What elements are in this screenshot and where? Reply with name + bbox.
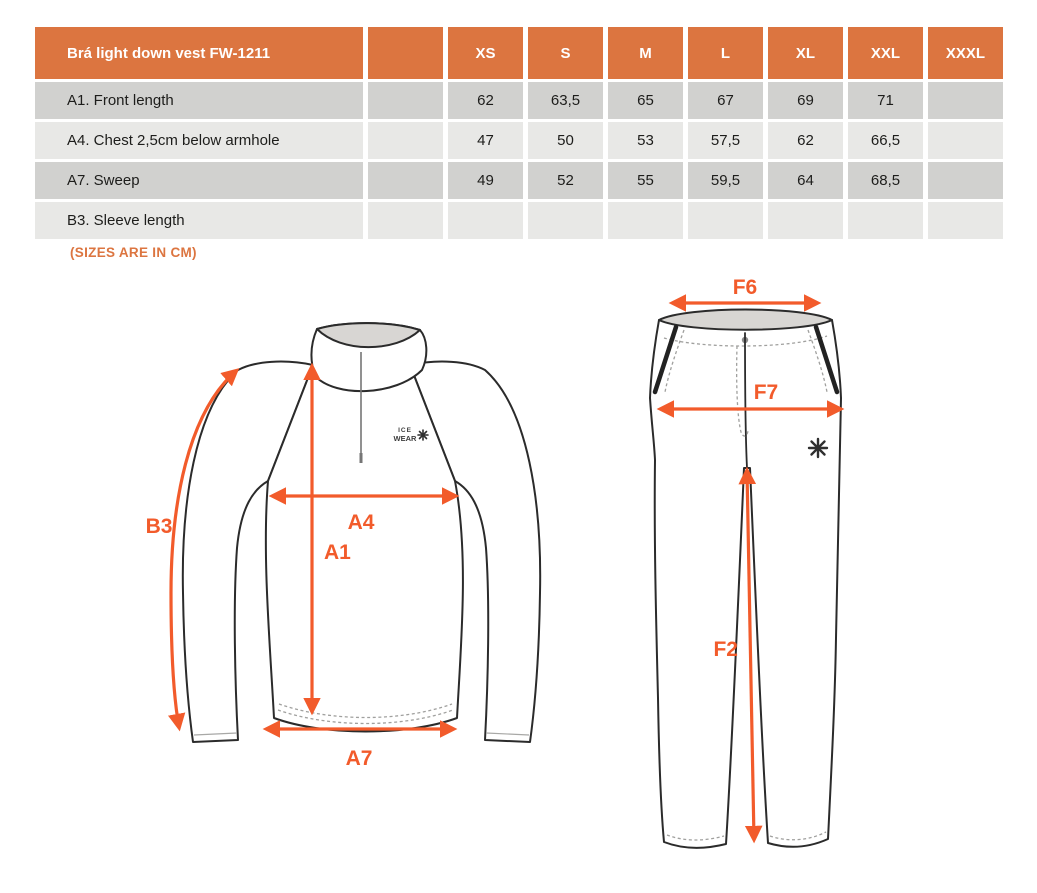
- value-cell: [528, 202, 603, 239]
- shirt-measurement-diagram: [133, 293, 585, 793]
- value-cell: 67: [688, 82, 763, 119]
- logo-line1: ICE: [398, 427, 412, 434]
- table-row: [35, 162, 1003, 199]
- row-blank-cell: [368, 122, 443, 159]
- value-cell: 59,5: [688, 162, 763, 199]
- value-cell: [928, 122, 1003, 159]
- row-blank-cell: [368, 82, 443, 119]
- f6-label: F6: [732, 278, 758, 299]
- value-cell: [928, 162, 1003, 199]
- value-cell: [768, 202, 843, 239]
- value-cell: 49: [448, 162, 523, 199]
- value-cell: 62: [768, 122, 843, 159]
- table-title: Brá light down vest FW-1211: [35, 27, 363, 79]
- value-cell: 62: [448, 82, 523, 119]
- value-cell: [688, 202, 763, 239]
- value-cell: 66,5: [848, 122, 923, 159]
- row-label: A7. Sweep: [35, 162, 363, 199]
- sizes-note: (SIZES ARE IN CM): [70, 245, 197, 260]
- row-label: A4. Chest 2,5cm below armhole: [35, 122, 363, 159]
- row-label: A1. Front length: [35, 82, 363, 119]
- snowflake-icon: [809, 439, 827, 457]
- table-row: [35, 122, 1003, 159]
- value-cell: 64: [768, 162, 843, 199]
- col-header-l: L: [688, 27, 763, 79]
- icewear-logo: [394, 427, 428, 443]
- table-row: [35, 82, 1003, 119]
- value-cell: 55: [608, 162, 683, 199]
- col-header-m: M: [608, 27, 683, 79]
- f7-label: F7: [753, 381, 779, 404]
- table-header-blank: [368, 27, 443, 79]
- value-cell: [928, 202, 1003, 239]
- value-cell: 65: [608, 82, 683, 119]
- col-header-s: S: [528, 27, 603, 79]
- value-cell: 47: [448, 122, 523, 159]
- a4-label: A4: [347, 511, 375, 534]
- value-cell: 63,5: [528, 82, 603, 119]
- row-blank-cell: [368, 162, 443, 199]
- value-cell: 69: [768, 82, 843, 119]
- value-cell: [848, 202, 923, 239]
- pants-body: [650, 310, 841, 848]
- a7-label: A7: [345, 747, 373, 770]
- value-cell: 71: [848, 82, 923, 119]
- snowflake-icon: [418, 430, 428, 440]
- col-header-xxl: XXL: [848, 27, 923, 79]
- table-row: [35, 202, 1003, 239]
- value-cell: [608, 202, 683, 239]
- row-label: B3. Sleeve length: [35, 202, 363, 239]
- value-cell: 50: [528, 122, 603, 159]
- col-header-xxxl: XXXL: [928, 27, 1003, 79]
- size-table: [35, 27, 1003, 242]
- value-cell: [928, 82, 1003, 119]
- value-cell: [448, 202, 523, 239]
- value-cell: 68,5: [848, 162, 923, 199]
- value-cell: 57,5: [688, 122, 763, 159]
- pants-measurement-diagram: [640, 278, 875, 883]
- col-header-xl: XL: [768, 27, 843, 79]
- b3-label: B3: [145, 515, 173, 538]
- col-header-xs: XS: [448, 27, 523, 79]
- table-header-row: [35, 27, 1003, 79]
- logo-line2: WEAR: [393, 434, 417, 443]
- value-cell: 53: [608, 122, 683, 159]
- f2-label: F2: [713, 638, 738, 661]
- row-blank-cell: [368, 202, 443, 239]
- value-cell: 52: [528, 162, 603, 199]
- a1-label: A1: [324, 541, 351, 564]
